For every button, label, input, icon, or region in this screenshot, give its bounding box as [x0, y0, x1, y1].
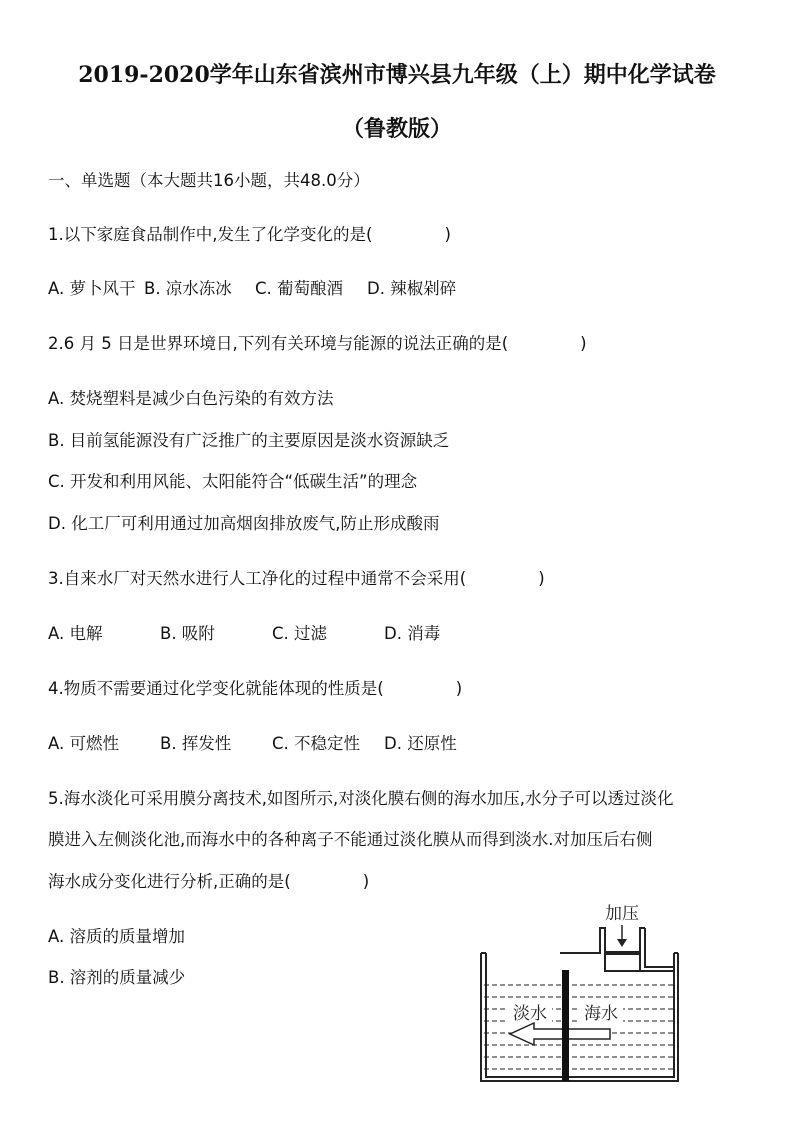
option-b: B. 挥发性 [160, 734, 232, 753]
option-c: C. 葡萄酿酒 [255, 279, 344, 298]
option-b: B. 凉水冻冰 [144, 279, 232, 298]
piston [605, 951, 640, 955]
question-4-options [48, 733, 457, 755]
flow-arrow [510, 1023, 610, 1045]
question-1-stem [48, 224, 451, 246]
question-5-line-3 [48, 871, 369, 893]
question-5-line-1: 5.海水淡化可采用膜分离技术,如图所示,对淡化膜右侧的海水加压,水分子可以透过淡化 [48, 789, 674, 808]
section-heading: 一、单选题（本大题共16小题，共48.0分） [48, 171, 370, 190]
paper-subtitle: （鲁教版） [341, 116, 452, 142]
membrane-desalination-diagram [470, 895, 685, 1085]
option-d: D. 消毒 [384, 624, 441, 643]
question-1-text: 1.以下家庭食品制作中,发生了化学变化的是( [48, 225, 373, 244]
option-d: D. 还原性 [384, 734, 457, 753]
paper-title: 2019-2020学年山东省滨州市博兴县九年级（上）期中化学试卷 [78, 62, 716, 88]
question-4-stem [48, 678, 462, 700]
question-2-option-c: C. 开发和利用风能、太阳能符合“低碳生活”的理念 [48, 472, 418, 491]
question-3-close: ) [538, 569, 545, 588]
option-c: C. 不稳定性 [272, 734, 361, 753]
pressure-arrowhead [617, 939, 627, 947]
option-b: B. 吸附 [160, 624, 215, 643]
question-1-options [48, 278, 456, 300]
question-3-text: 3.自来水厂对天然水进行人工净化的过程中通常不会采用( [48, 569, 467, 588]
question-1-close: ) [444, 225, 451, 244]
question-2-option-d: D. 化工厂可利用通过加高烟囱排放废气,防止形成酸雨 [48, 514, 440, 533]
sea-water-label: 海水 [584, 1004, 618, 1024]
question-4-text: 4.物质不需要通过化学变化就能体现的性质是( [48, 679, 384, 698]
question-2-close: ) [580, 334, 587, 353]
question-2-text: 2.6 月 5 日是世界环境日,下列有关环境与能源的说法正确的是( [48, 334, 509, 353]
question-4-close: ) [455, 679, 463, 698]
option-a: A. 电解 [48, 624, 103, 643]
question-3-options [48, 623, 440, 645]
option-a: A. 可燃性 [48, 734, 119, 753]
water-dashes [484, 985, 674, 1069]
question-5-option-b: B. 溶剂的质量减少 [48, 968, 186, 987]
question-5-line-2: 膜进入左侧淡化池,而海水中的各种离子不能通过淡化膜从而得到淡水.对加压后右侧 [48, 830, 653, 849]
question-5-close: ) [362, 872, 370, 891]
piston-chamber [486, 928, 674, 971]
question-5-text: 海水成分变化进行分析,正确的是( [48, 872, 291, 891]
question-5-option-a: A. 溶质的质量增加 [48, 927, 185, 946]
question-2-stem [48, 333, 587, 355]
option-d: D. 辣椒剁碎 [367, 279, 457, 298]
question-3-stem [48, 568, 545, 590]
question-2-option-a: A. 焚烧塑料是减少白色污染的有效方法 [48, 389, 334, 408]
question-2-option-b: B. 目前氢能源没有广泛推广的主要原因是淡水资源缺乏 [48, 431, 450, 450]
pressure-label: 加压 [605, 904, 639, 924]
fresh-water-label: 淡水 [513, 1004, 547, 1024]
option-a: A. 萝卜风干 [48, 279, 136, 298]
membrane [562, 971, 569, 1081]
option-c: C. 过滤 [272, 624, 328, 643]
